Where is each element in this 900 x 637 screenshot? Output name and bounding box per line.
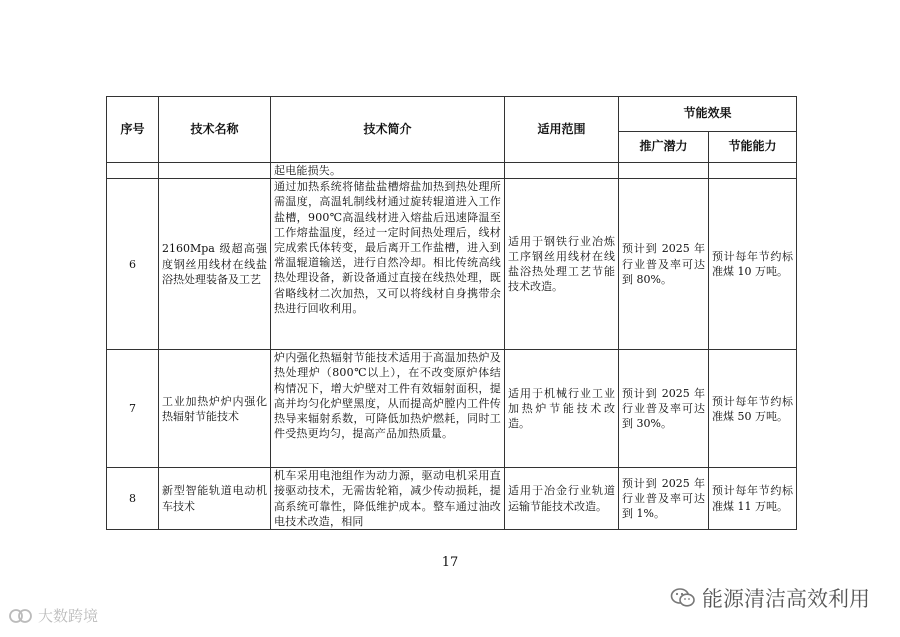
row-name: 工业加热炉炉内强化热辐射节能技术 (159, 350, 271, 468)
row-potential: 预计到 2025 年行业普及率可达到 1%。 (619, 468, 709, 530)
header-name: 技术名称 (159, 97, 271, 163)
wechat-icon (670, 587, 696, 609)
row-capacity: 预计每年节约标准煤 10 万吨。 (709, 179, 797, 350)
watermark-left-text: 大数跨境 (38, 607, 99, 625)
watermark-right-text: 能源清洁高效利用 (702, 587, 870, 611)
watermark-right (670, 583, 870, 613)
header-seq: 序号 (107, 97, 159, 163)
table-row (107, 350, 797, 468)
technology-table (106, 96, 797, 530)
row-capacity: 预计每年节约标准煤 50 万吨。 (709, 350, 797, 468)
table-row (107, 179, 797, 350)
header-scope: 适用范围 (505, 97, 619, 163)
row-capacity: 预计每年节约标准煤 11 万吨。 (709, 468, 797, 530)
brand-logo-icon (8, 606, 34, 626)
row-seq: 8 (107, 468, 159, 530)
row-name: 2160Mpa 级超高强度钢丝用线材在线盐浴热处理装备及工艺 (159, 179, 271, 350)
header-intro: 技术简介 (271, 97, 505, 163)
row-name: 新型智能轨道电动机车技术 (159, 468, 271, 530)
row-intro: 炉内强化热辐射节能技术适用于高温加热炉及热处理炉（800℃以上），在不改变原炉体结构情况下，增大炉壁对工件有效辐射面积，提高并均匀化炉壁黑度，从而提高炉膛内工件传热导来辐射系数，可降低加热炉燃耗，同时工件受热更均匀，提高产品加热质量。 (271, 350, 505, 468)
header-potential: 推广潜力 (619, 132, 709, 163)
row-seq: 7 (107, 350, 159, 468)
row-potential: 预计到 2025 年行业普及率可达到 30%。 (619, 350, 709, 468)
header-capacity: 节能能力 (709, 132, 797, 163)
header-effect: 节能效果 (619, 97, 797, 132)
row-scope: 适用于机械行业工业加热炉节能技术改造。 (505, 350, 619, 468)
watermark-left (8, 605, 98, 626)
row-intro: 通过加热系统将储盐盐槽熔盐加热到热处理所需温度，高温轧制线材通过旋转辊道进入工作盐槽，900℃高温线材进入熔盐后迅速降温至工作熔盐温度，经过一定时间热处理后，线材完成索氏体转变，最后离开工作盐槽，进入到常温辊道输送，进行自然冷却。相比传统高线热处理设备，新设备通过直接在线热处理，既省略线材二次加热，又可以将线材自身携带余热进行回收利用。 (271, 179, 505, 350)
row-scope: 适用于钢铁行业冶炼工序钢丝用线材在线盐浴热处理工艺节能技术改造。 (505, 179, 619, 350)
row-seq: 6 (107, 179, 159, 350)
row-potential: 预计到 2025 年行业普及率可达到 80%。 (619, 179, 709, 350)
page-number: 17 (441, 555, 459, 570)
continuation-text: 起电能损失。 (271, 163, 505, 179)
table-row (107, 468, 797, 530)
table-row-continuation (107, 163, 797, 179)
row-intro: 机车采用电池组作为动力源，驱动电机采用直接驱动技术，无需齿轮箱，减少传动损耗，提高系统可靠性，降低维护成本。整车通过油改电技术改造，相同 (271, 468, 505, 530)
row-scope: 适用于冶金行业轨道运输节能技术改造。 (505, 468, 619, 530)
